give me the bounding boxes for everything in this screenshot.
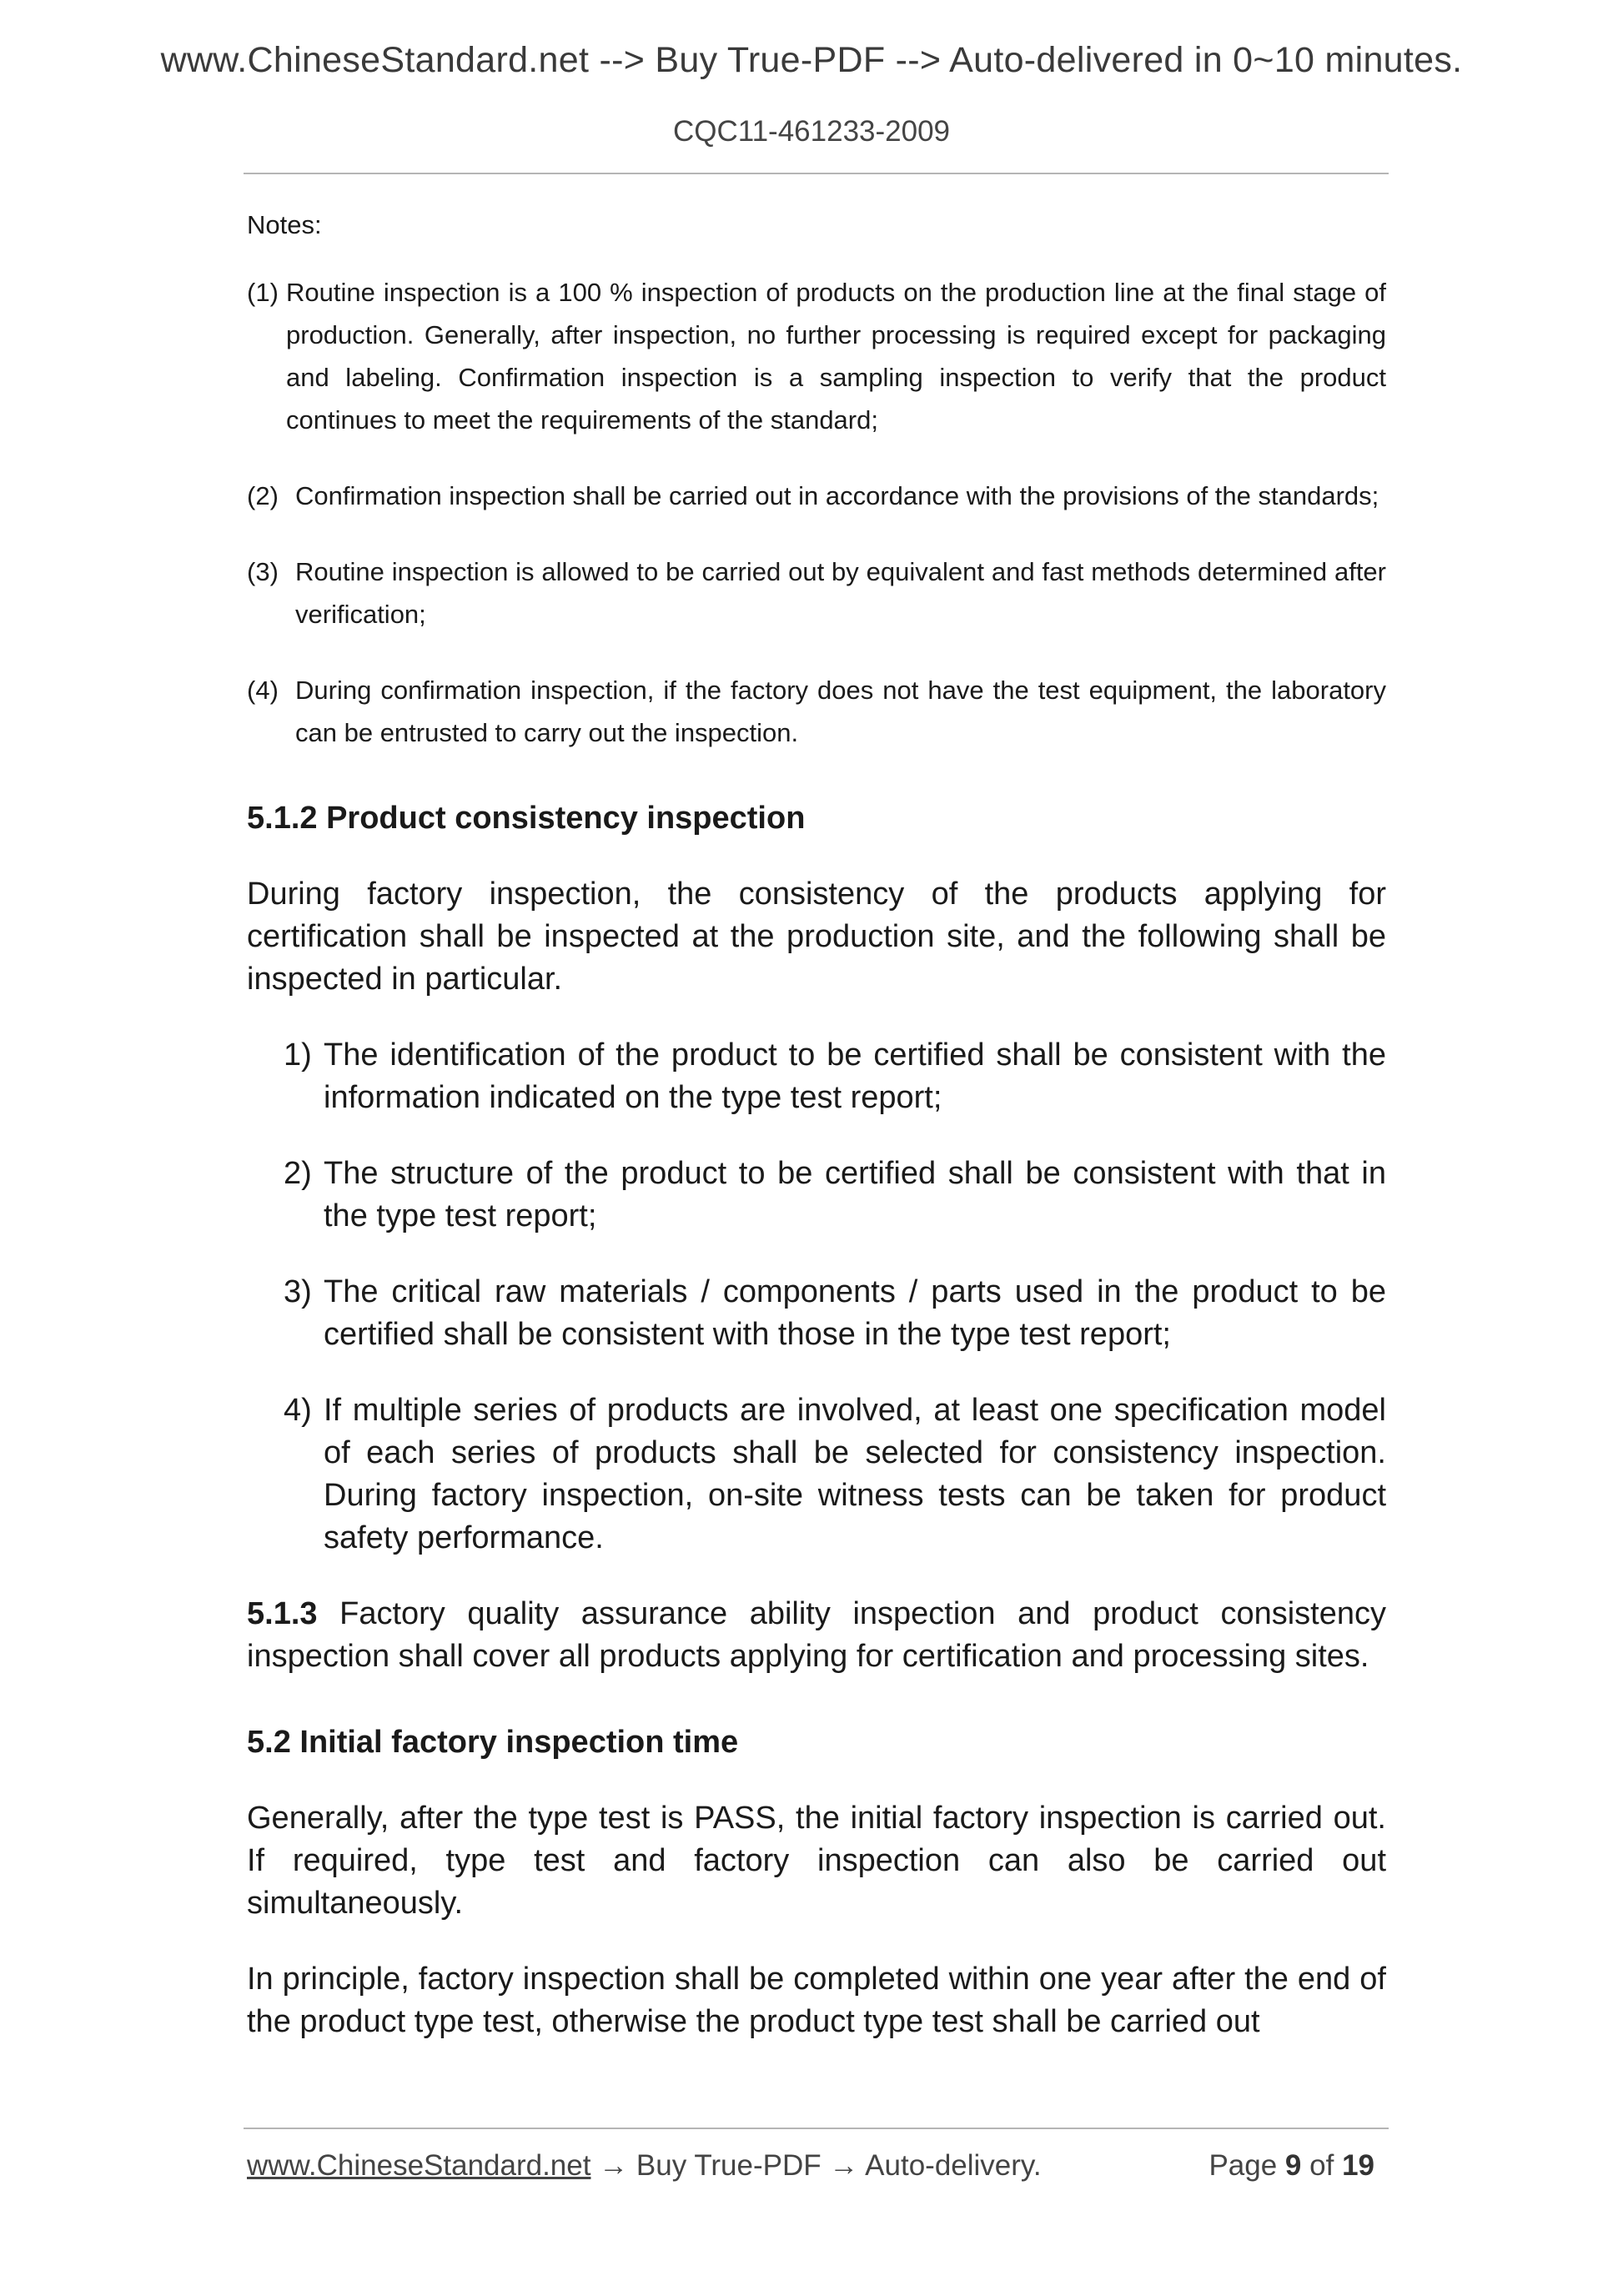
section-5-1-3-paragraph (247, 1593, 1386, 1678)
section-paragraph: In principle, factory inspection shall be completed within one year after the end of the product type test, otherwise the product type test shall be carried out (247, 1962, 1386, 2039)
page-total: 19 (1342, 2149, 1374, 2182)
list-item (284, 1271, 1386, 1356)
top-banner: www.ChineseStandard.net --> Buy True-PDF --> Auto-delivered in 0~10 minutes. (160, 40, 1463, 80)
list-number: 3) (284, 1274, 312, 1309)
note-text: Routine inspection is a 100 % inspection of products on the production line at the final stage of production. Generally, after inspection, no further processing is required except for packaging and labeling. Confirmation inspection is a sampling inspection to verify that the product continues to meet the requirements of the standard; (286, 278, 1386, 435)
list-number: 4) (284, 1393, 312, 1428)
footer-link[interactable]: www.ChineseStandard.net (247, 2149, 591, 2182)
footer-divider (244, 2128, 1389, 2129)
note-text: Confirmation inspection shall be carried out in accordance with the provisions of the standards; (295, 481, 1379, 510)
section-number: 5.1.3 (247, 1596, 318, 1631)
section-intro: During factory inspection, the consistency of the products applying for certification shall be inspected at the production site, and the following shall be inspected in particular. (247, 877, 1386, 997)
note-text: Routine inspection is allowed to be carried out by equivalent and fast methods determined after verification; (295, 557, 1386, 629)
note-number: (3) (247, 557, 279, 586)
note-item (247, 669, 1386, 754)
notes-label: Notes: (247, 210, 322, 239)
page-content (247, 210, 1386, 2043)
list-text: The structure of the product to be certified shall be consistent with that in the type test report; (324, 1156, 1386, 1233)
section-heading-5-2: 5.2 Initial factory inspection time (247, 1725, 739, 1760)
list-item (284, 1389, 1386, 1560)
note-number: (2) (247, 481, 279, 510)
note-item (247, 475, 1386, 517)
list-text: The identification of the product to be certified shall be consistent with the information indicated on the type test report; (324, 1037, 1386, 1115)
list-text: The critical raw materials / components / parts used in the product to be certified shall be consistent with those in the type test report; (324, 1274, 1386, 1352)
section-heading-5-1-2: 5.1.2 Product consistency inspection (247, 801, 806, 836)
page-current: 9 (1284, 2149, 1302, 2182)
list-number: 2) (284, 1156, 312, 1191)
page-of: of (1309, 2149, 1334, 2182)
list-number: 1) (284, 1037, 312, 1073)
footer-left (247, 2149, 1042, 2183)
note-item (247, 550, 1386, 636)
section-text: Factory quality assurance ability inspection and product consistency inspection shall cover all products applying for certification and processing sites. (247, 1596, 1386, 1674)
list-item (284, 1034, 1386, 1119)
page-indicator (1208, 2149, 1374, 2183)
note-item (247, 271, 1386, 441)
list-text: If multiple series of products are involved, at least one specification model of each series of products shall be selected for consistency inspection. During factory inspection, on-site witness tests can be taken for product safety performance. (324, 1393, 1386, 1555)
page-label: Page (1208, 2149, 1278, 2182)
header-divider (244, 173, 1389, 174)
note-number: (4) (247, 676, 279, 705)
footer-text: → Buy True-PDF → Auto-delivery. (590, 2149, 1042, 2182)
note-number: (1) (247, 278, 279, 307)
section-paragraph: Generally, after the type test is PASS, the initial factory inspection is carried out. If required, type test and factory inspection can also be carried out simultaneously. (247, 1801, 1386, 1921)
list-item (284, 1153, 1386, 1238)
document-number: CQC11-461233-2009 (672, 115, 951, 148)
note-text: During confirmation inspection, if the factory does not have the test equipment, the laboratory can be entrusted to carry out the inspection. (295, 676, 1386, 747)
